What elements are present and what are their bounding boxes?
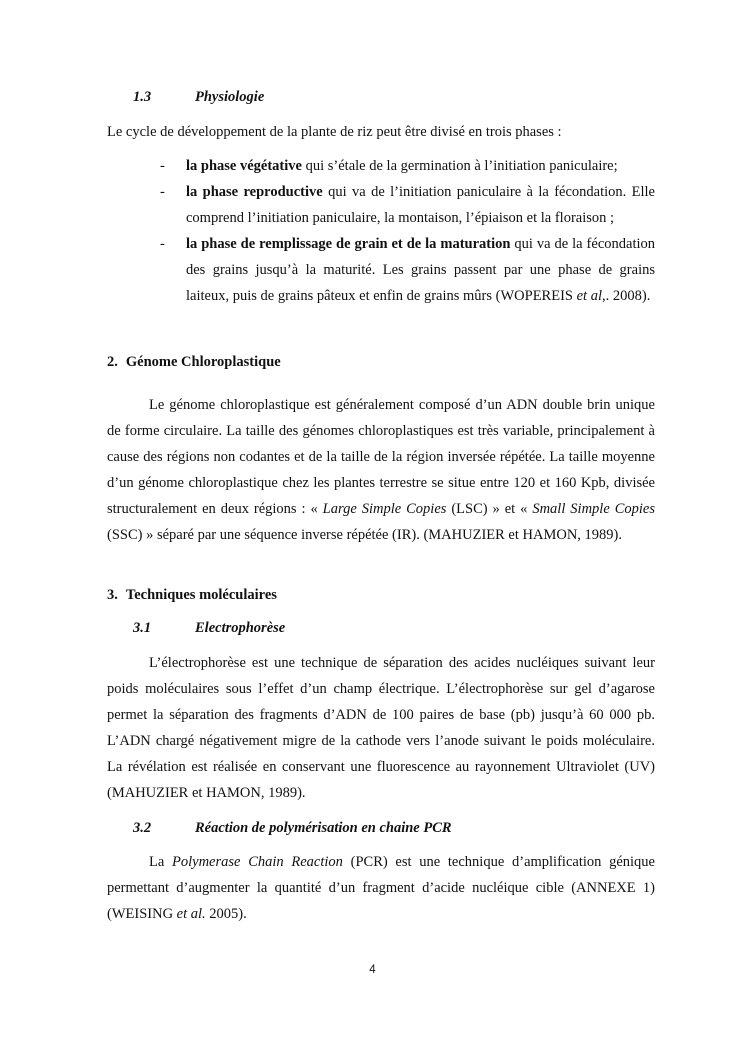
genome-text: Le génome chloroplastique est généralement composé d’un ADN double brin unique de forme circulaire. La taille des génomes chloroplastiques est très variable, principalement à cause des régions non codantes et de la taille de la région inversée répétée. La taille moyenne d’un génome chloroplastique chez les plantes terrestre se situe entre 120 et 160 Kpb, divisée structuralement en deux régions : « xyxy=(107,397,655,517)
pcr-term: Polymerase Chain Reaction xyxy=(172,854,343,870)
section-title: Techniques moléculaires xyxy=(125,587,277,603)
electrophoresis-text: L’électrophorèse est une technique de séparation des acides nucléiques suivant leur poids moléculaires sous l’effet d’un champ électrique. L’électrophorèse sur gel d’agarose permet la séparation des fragments d’ADN de 100 paires de base (pb) jusqu’à 60 000 pb. L’ADN chargé négativement migre de la cathode vers l’anode suivant le poids moléculaire. La révélation est réalisée en conservant une fluorescence au rayonnement Ultraviolet (UV) (MAHUZIER et HAMON, 1989). xyxy=(107,655,655,801)
pcr-text: La xyxy=(149,854,173,870)
section-number: 3. xyxy=(107,587,118,603)
section-heading-2 xyxy=(107,354,281,371)
phase-description: qui s’étale de la germination à l’initiation paniculaire; xyxy=(301,158,618,174)
pcr-text: 2005). xyxy=(205,906,247,922)
genome-term-lsc: Large Simple Copies xyxy=(322,501,447,517)
phase-name: la phase de remplissage de grain et de la maturation xyxy=(186,236,511,252)
citation-etal: et al. xyxy=(176,906,206,922)
section-title: Physiologie xyxy=(195,89,265,105)
section-number: 2. xyxy=(107,354,118,370)
section-title: Réaction de polymérisation en chaine PCR xyxy=(195,820,452,836)
pcr-paragraph xyxy=(107,849,655,927)
bullet-dash: - xyxy=(160,236,165,252)
phase-description: qui va de la fécondation des grains jusqu’à la maturité. Les grains passent par une phase de grains laiteux, puis de grains pâteux et enfin de grains mûrs (WOPEREIS xyxy=(186,236,655,304)
phases-list xyxy=(160,153,655,309)
section-heading-3 xyxy=(107,587,277,604)
electrophoresis-paragraph xyxy=(107,650,655,806)
section-number: 1.3 xyxy=(133,89,152,105)
bullet-dash: - xyxy=(160,184,165,200)
intro-paragraph xyxy=(107,119,655,145)
phase-description: qui va de l’initiation paniculaire à la fécondation. Elle comprend l’initiation paniculaire, la montaison, l’épiaison et la floraison ; xyxy=(186,184,655,226)
list-item xyxy=(160,231,655,309)
phase-name: la phase reproductive xyxy=(186,184,323,200)
list-item xyxy=(160,153,655,179)
bullet-dash: - xyxy=(160,158,165,174)
intro-text: Le cycle de développement de la plante de riz peut être divisé en trois phases : xyxy=(107,124,562,140)
citation-etal: et al xyxy=(576,288,602,304)
citation-year: ,. 2008). xyxy=(601,288,651,304)
section-number: 3.2 xyxy=(133,820,152,836)
phase-name: la phase végétative xyxy=(186,158,302,174)
section-title: Génome Chloroplastique xyxy=(125,354,281,370)
list-item xyxy=(160,179,655,231)
genome-text: (SSC) » séparé par une séquence inverse répétée (IR). (MAHUZIER et HAMON, 1989). xyxy=(107,527,622,543)
section-number: 3.1 xyxy=(133,620,152,636)
section-title: Electrophorèse xyxy=(195,620,286,636)
page-number: 4 xyxy=(369,964,376,976)
genome-term-ssc: Small Simple Copies xyxy=(532,501,655,517)
pcr-text: (PCR) est une technique d’amplification génique permettant d’augmenter la quantité d’un fragment d’acide nucléique cible (ANNEXE 1) (WEISING xyxy=(107,854,655,922)
genome-paragraph xyxy=(107,392,655,548)
genome-text: (LSC) » et « xyxy=(446,501,533,517)
